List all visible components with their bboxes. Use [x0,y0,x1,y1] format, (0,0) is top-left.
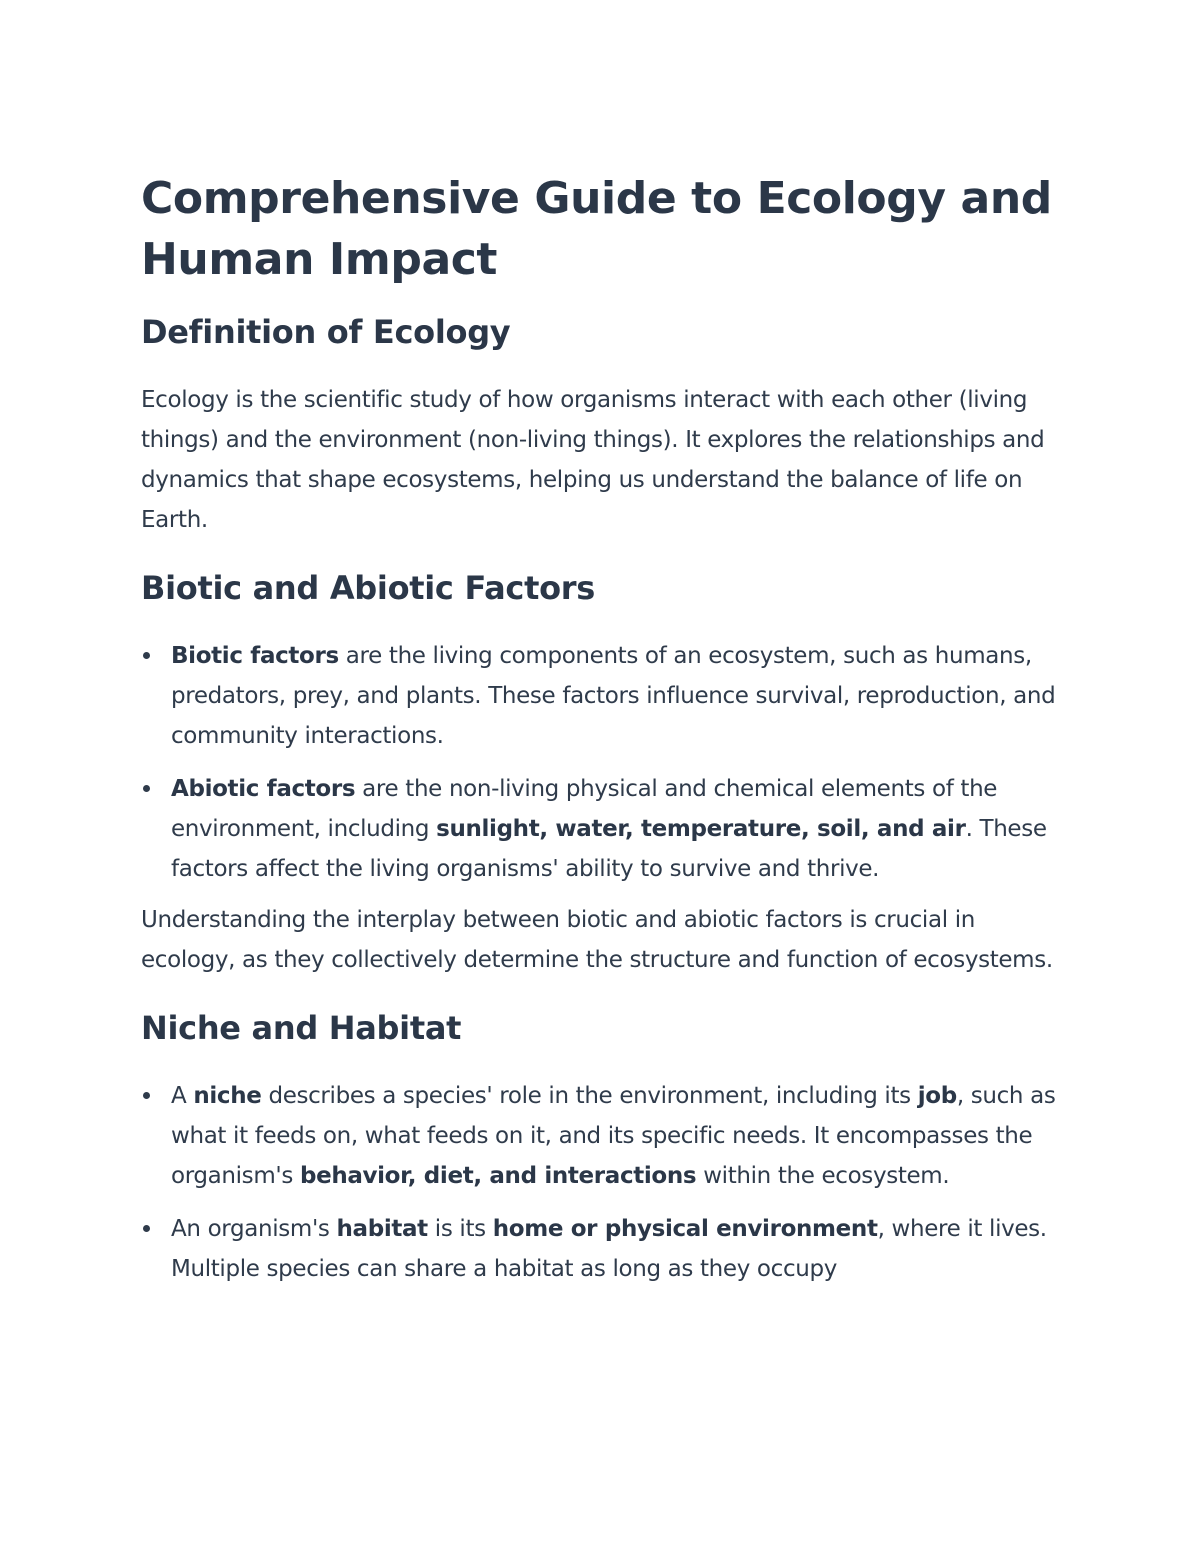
bullet-icon [143,785,150,792]
factors-list [141,636,1066,889]
bold-term: Biotic factors [171,643,339,669]
section-heading-niche: Niche and Habitat [141,1009,462,1047]
list-text: An organism's [171,1216,337,1242]
definition-paragraph: Ecology is the scientific study of how organisms interact with each other (living things) and the environment (non-living things). It explores the relationships and dynamics that shape ecosystems, helping us understand the balance of life on Earth. [141,387,1045,533]
list-text: within the ecosystem. [696,1163,950,1189]
list-text: A [171,1083,194,1109]
list-item-niche [141,1076,1066,1196]
bullet-icon [143,1092,150,1099]
list-text: describes a species' role in the environment, including its [261,1083,918,1109]
document-page [141,168,1066,1289]
bold-term: sunlight, water, temperature, soil, and air [436,816,966,842]
list-text: . These factors affect the living organisms' ability to survive and thrive. [171,816,1047,882]
list-text: are the non-living physical and chemical elements of the environment, including [171,776,998,842]
bullet-icon [143,1225,150,1232]
factors-summary: Understanding the interplay between biotic and abiotic factors is crucial in ecology, as they collectively determine the structure and function of ecosystems. [141,907,1053,973]
bold-term: home or physical environment [492,1216,878,1242]
list-item-habitat [141,1209,1066,1289]
list-text: , where it lives. Multiple species can share a habitat as long as they occupy [171,1216,1047,1282]
list-text: are the living components of an ecosystem, such as humans, predators, prey, and plants. These factors influence survival, reproduction, and community interactions. [171,643,1056,749]
list-item-biotic [141,636,1066,756]
page-title: Comprehensive Guide to Ecology and Human Impact [141,173,1052,285]
bold-term: behavior, diet, and interactions [299,1163,697,1189]
list-text: , such as what it feeds on, what feeds on it, and its specific needs. It encompasses the organism's [171,1083,1056,1189]
section-heading-definition: Definition of Ecology [141,313,511,351]
bold-term: Abiotic factors [171,776,356,802]
bold-term: job [917,1083,957,1109]
list-text: is its [427,1216,493,1242]
section-heading-factors: Biotic and Abiotic Factors [141,569,595,607]
niche-list [141,1076,1066,1289]
bullet-icon [143,652,150,659]
bold-term: habitat [336,1216,428,1242]
list-item-abiotic [141,769,1066,889]
bold-term: niche [193,1083,262,1109]
